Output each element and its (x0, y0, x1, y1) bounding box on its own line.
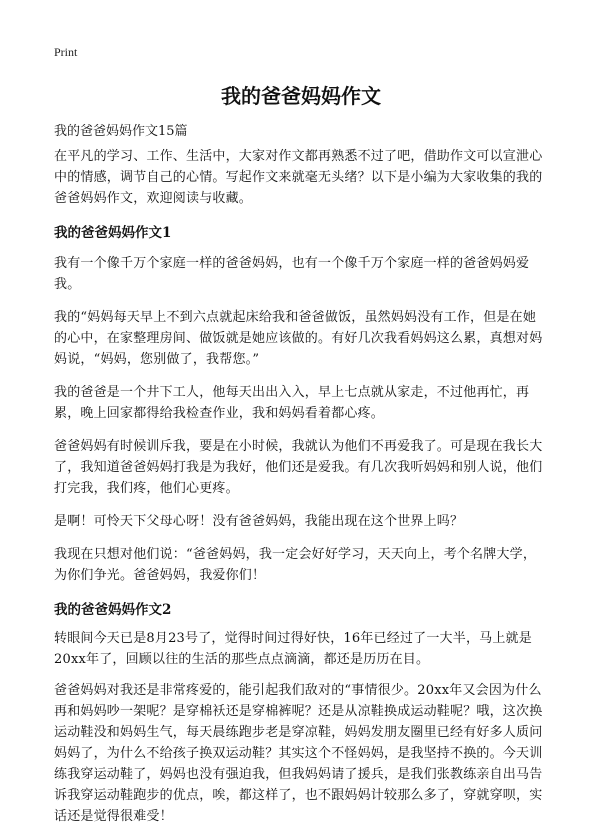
print-link[interactable]: Print (54, 45, 78, 59)
section-heading-2: 我的爸爸妈妈作文2 (54, 602, 172, 618)
section-1-paragraph-4: 爸爸妈妈有时候训斥我，要是在小时候，我就认为他们不再爱我了。可是现在我长大了，我知道爸爸妈妈打我是为我好，他们还是爱我。有几次我听妈妈和别人说，他们打完我，我们疼，他们心更疼。 (54, 439, 543, 496)
section-2-paragraph-2: 爸爸妈妈对我还是非常疼爱的，能引起我们敌对的“事情很少。20xx年又会因为什么再和妈妈吵一架呢？是穿棉袄还是穿棉裤呢？还是从凉鞋换成运动鞋呢？哦，这次换运动鞋没和妈妈生气，每天晨练跑步老是穿凉鞋，妈妈发朋友圈里已经有好多人质问妈妈了，为什么不给孩子换双运动鞋？其实这个不怪妈妈，是我坚持不换的。今天训练我穿运动鞋了，妈妈也没有强迫我，但我妈妈请了援兵，是我们张教练亲自出马告诉我穿运动鞋跑步的优点，唉，都这样了，也不跟妈妈计较那么多了，穿就穿呗，实话还是觉得很难受！ (54, 683, 543, 824)
section-1-paragraph-3: 我的爸爸是一个井下工人，他每天出出入入，早上七点就从家走，不过他再忙，再累，晚上回家都得给我检查作业，我和妈妈看着都心疼。 (54, 385, 530, 421)
section-heading-1: 我的爸爸妈妈作文1 (54, 225, 172, 241)
section-1-paragraph-5: 是啊！可怜天下父母心呀！没有爸爸妈妈，我能出现在这个世界上吗？ (54, 514, 464, 529)
section-2-paragraph-1: 转眼间今天已是8月23号了，觉得时间过得好快，16年已经过了一大半，马上就是20xx年了，回顾以往的生活的那些点点滴滴，都还是历历在目。 (54, 631, 532, 667)
section-1-paragraph-1: 我有一个像千万个家庭一样的爸爸妈妈，也有一个像千万个家庭一样的爸爸妈妈爱我。 (54, 256, 530, 292)
intro-paragraph: 在平凡的学习、工作、生活中，大家对作文都再熟悉不过了吧，借助作文可以宣泄心中的情感，调节自己的心情。写起作文来就毫无头绪？以下是小编为大家收集的我的爸爸妈妈作文，欢迎阅读与收藏。 (54, 149, 543, 206)
document-subtitle: 我的爸爸妈妈作文15篇 (54, 124, 188, 139)
section-1-paragraph-6: 我现在只想对他们说：“爸爸妈妈，我一定会好好学习，天天向上，考个名牌大学，为你们争光。爸爸妈妈，我爱你们！ (54, 547, 537, 583)
page-title: 我的爸爸妈妈作文 (221, 84, 381, 108)
section-1-paragraph-2: 我的“妈妈每天早上不到六点就起床给我和爸爸做饭，虽然妈妈没有工作，但是在她的心中，在家整理房间、做饭就是她应该做的。有好几次我看妈妈这么累，真想对妈妈说，“妈妈，您别做了，我帮您。” (54, 310, 543, 367)
